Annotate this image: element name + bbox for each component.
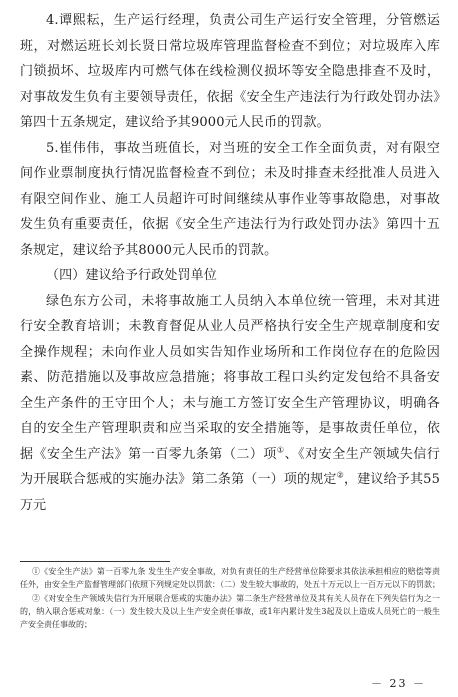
footnote-ref-1[interactable]: ① — [276, 445, 285, 455]
paragraph-green-east-company — [20, 289, 440, 519]
section-heading: （四）建议给予行政处罚单位 — [46, 268, 217, 283]
footnote-1: ①《安全生产法》第一百零九条 发生生产安全事故，对负有责任的生产经营单位除要求其依法承担相应的赔偿等责任外，由安全生产监督管理部门依照下列规定处以罚款：（二）发生较大事故的，处五十万元以上一百万元以下的罚款； — [20, 567, 440, 589]
page-number: － 23 － — [371, 677, 426, 690]
footnote-divider — [20, 561, 170, 562]
footnote-2: ②《对安全生产领域失信行为开展联合惩戒的实施办法》第二条生产经营单位及其有关人员存在下列失信行为之一的，纳入联合惩戒对象：（一）发生较大及以上生产安全责任事故，或1年内累计发生3起及以上造成人员死亡的一般生产安全责任事故的； — [20, 594, 440, 629]
footnotes — [20, 565, 440, 632]
paragraph-text-part-1: 绿色东方公司，未将事故施工人员纳入本单位统一管理，未对其进行安全教育培训；未教育督促从业人员严格执行安全生产规章制度和安全操作规程；未向作业人员如实告知作业场所和工作岗位存在的危险因素、防范措施以及事故应急措施；将事故工程口头约定发包给不具备安全生产条件的王守田个人；未与施工方签订安全生产管理协议，明确各自的安全生产管理职责和应当采取的安全措施等，是事故责任单位，依据《安全生产法》第一百零九条第（二）项 — [20, 293, 440, 462]
paragraph-text-part-3: ，建议给予其55万元 — [20, 472, 440, 513]
paragraph-text-part-2: 、《对安全生产领域失信行为开展联合惩戒的实施办法》第二条第（一）项的规定 — [20, 446, 440, 487]
body-text — [20, 8, 440, 518]
paragraph-item-4: 4.谭熙耘，生产运行经理，负责公司生产运行安全管理，分管燃运班，对燃运班长刘长贤日常垃圾库管理监督检查不到位；对垃圾库入库门锁损坏、垃圾库内可燃气体在线检测仪损坏等安全隐患排查不及时，对事故发生负有主要领导责任，依据《安全生产违法行为行政处罚办法》第四十五条规定，建议给予其9000元人民币的罚款。 — [20, 13, 440, 130]
paragraph-item-5: 5.崔伟伟，事故当班值长，对当班的安全工作全面负责，对有限空间作业票制度执行情况监督检查不到位；未及时排查未经批准人员进入有限空间作业、施工人员超许可时间继续从事作业等事故隐患，对事故发生负有重要责任，依据《安全生产违法行为行政处罚办法》第四十五条规定，建议给予其8000元人民币的罚款。 — [20, 140, 440, 258]
footnote-ref-2[interactable]: ② — [336, 470, 344, 480]
